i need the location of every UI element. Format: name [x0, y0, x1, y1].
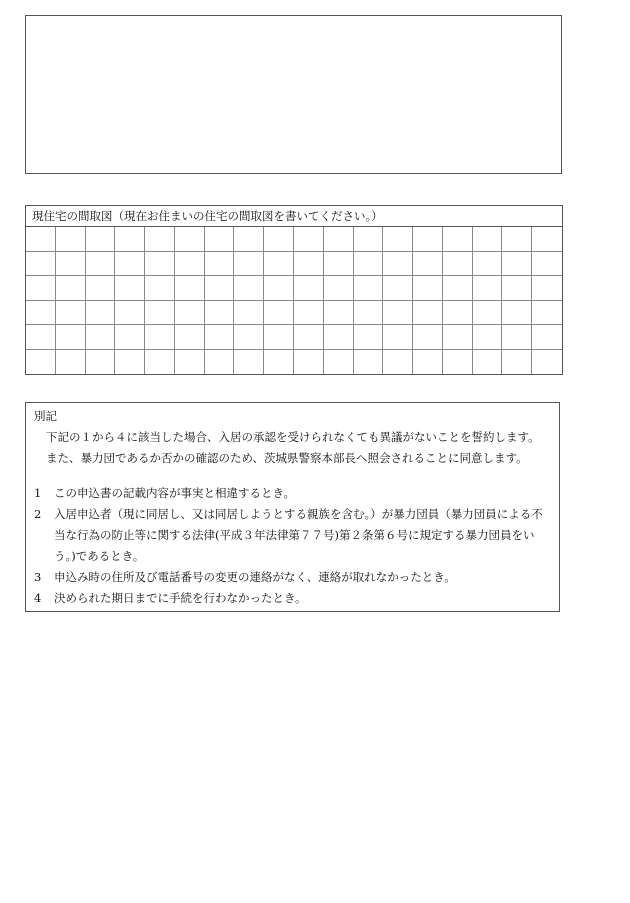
floorplan-grid-cell: [205, 252, 235, 277]
floorplan-grid-cell: [354, 350, 384, 375]
floorplan-grid-cell: [294, 276, 324, 301]
notice-item-number: 4: [34, 591, 42, 605]
floorplan-grid-cell: [354, 325, 384, 350]
notice-item-text: 申込み時の住所及び電話番号の変更の連絡がなく、連絡が取れなかったとき。: [54, 570, 456, 584]
floorplan-grid-cell: [413, 325, 443, 350]
notice-item-text: 入居申込者（現に同居し、又は同居しようとする親族を含む。）が暴力団員（暴力団員による不: [54, 507, 543, 521]
notice-item-3: [34, 567, 551, 588]
floorplan-grid-cell: [115, 350, 145, 375]
notice-item-number: 1: [34, 486, 42, 500]
notice-item-4: [34, 588, 551, 609]
floorplan-grid-cell: [502, 325, 532, 350]
floorplan-grid-cell: [175, 301, 205, 326]
floorplan-grid-cell: [26, 350, 56, 375]
floorplan-grid-cell: [324, 276, 354, 301]
floorplan-grid-cell: [175, 227, 205, 252]
floorplan-grid-cell: [234, 276, 264, 301]
floorplan-grid-cell: [443, 276, 473, 301]
floorplan-title: 現住宅の間取図（現在お住まいの住宅の間取図を書いてください。）: [32, 209, 383, 223]
floorplan-grid-cell: [234, 227, 264, 252]
floorplan-grid-cell: [324, 227, 354, 252]
notice-item-1: [34, 483, 551, 504]
floorplan-grid-cell: [502, 252, 532, 277]
floorplan-grid-cell: [413, 301, 443, 326]
floorplan-section: [25, 205, 563, 375]
floorplan-grid-cell: [294, 350, 324, 375]
floorplan-grid: [26, 226, 562, 374]
floorplan-grid-cell: [383, 325, 413, 350]
floorplan-grid-cell: [175, 276, 205, 301]
floorplan-grid-cell: [473, 301, 503, 326]
notice-item-text: この申込書の記載内容が事実と相違するとき。: [54, 486, 296, 500]
floorplan-grid-cell: [502, 227, 532, 252]
floorplan-grid-cell: [473, 252, 503, 277]
floorplan-grid-cell: [354, 276, 384, 301]
floorplan-grid-cell: [413, 276, 443, 301]
floorplan-grid-cell: [86, 325, 116, 350]
floorplan-grid-cell: [264, 350, 294, 375]
floorplan-grid-cell: [234, 350, 264, 375]
floorplan-grid-cell: [26, 276, 56, 301]
floorplan-grid-cell: [86, 227, 116, 252]
notice-item-text: う。)であるとき。: [54, 549, 145, 563]
floorplan-grid-cell: [532, 276, 562, 301]
floorplan-grid-cell: [56, 227, 86, 252]
floorplan-grid-cell: [443, 325, 473, 350]
floorplan-grid-cell: [354, 227, 384, 252]
floorplan-grid-cell: [264, 301, 294, 326]
floorplan-grid-cell: [324, 301, 354, 326]
floorplan-grid-cell: [443, 227, 473, 252]
floorplan-grid-cell: [502, 350, 532, 375]
floorplan-grid-cell: [294, 227, 324, 252]
floorplan-grid-cell: [115, 325, 145, 350]
notice-item-text: 当な行為の防止等に関する法律(平成３年法律第７７号)第２条第６号に規定する暴力団員をい: [54, 528, 535, 542]
floorplan-grid-cell: [443, 252, 473, 277]
floorplan-grid-cell: [324, 325, 354, 350]
floorplan-grid-cell: [473, 325, 503, 350]
floorplan-grid-cell: [234, 301, 264, 326]
notice-heading: 別記: [34, 409, 57, 423]
floorplan-grid-cell: [413, 252, 443, 277]
notice-item-2: [34, 504, 551, 567]
floorplan-grid-cell: [145, 227, 175, 252]
notice-item-number: 3: [34, 570, 42, 584]
floorplan-grid-cell: [264, 276, 294, 301]
floorplan-grid-cell: [354, 301, 384, 326]
notice-item-number: 2: [34, 507, 42, 521]
floorplan-grid-cell: [205, 276, 235, 301]
floorplan-grid-cell: [264, 325, 294, 350]
floorplan-grid-cell: [86, 276, 116, 301]
floorplan-grid-cell: [26, 227, 56, 252]
floorplan-grid-cell: [383, 301, 413, 326]
floorplan-grid-cell: [56, 350, 86, 375]
floorplan-grid-cell: [205, 350, 235, 375]
floorplan-grid-cell: [205, 227, 235, 252]
floorplan-grid-cell: [532, 350, 562, 375]
floorplan-grid-cell: [324, 252, 354, 277]
notice-intro-2: また、暴力団であるか否かの確認のため、茨城県警察本部長へ照会されることに同意します。: [46, 451, 528, 465]
floorplan-grid-cell: [532, 301, 562, 326]
floorplan-grid-cell: [26, 325, 56, 350]
floorplan-grid-cell: [145, 276, 175, 301]
floorplan-grid-cell: [175, 350, 205, 375]
notice-intro-1: 下記の１から４に該当した場合、入居の承認を受けられなくても異議がないことを誓約します。: [46, 430, 540, 444]
floorplan-grid-cell: [264, 252, 294, 277]
floorplan-grid-cell: [175, 252, 205, 277]
floorplan-grid-cell: [413, 227, 443, 252]
floorplan-grid-cell: [145, 252, 175, 277]
floorplan-grid-cell: [115, 301, 145, 326]
floorplan-grid-cell: [383, 252, 413, 277]
floorplan-grid-cell: [532, 227, 562, 252]
floorplan-grid-cell: [56, 252, 86, 277]
notice-item-text: 決められた期日までに手続を行わなかったとき。: [54, 591, 307, 605]
floorplan-grid-cell: [205, 325, 235, 350]
floorplan-grid-cell: [145, 350, 175, 375]
floorplan-grid-cell: [26, 252, 56, 277]
floorplan-grid-cell: [383, 350, 413, 375]
floorplan-grid-cell: [145, 301, 175, 326]
floorplan-grid-cell: [443, 301, 473, 326]
floorplan-grid-cell: [26, 301, 56, 326]
floorplan-grid-cell: [502, 301, 532, 326]
floorplan-grid-cell: [532, 252, 562, 277]
floorplan-grid-cell: [294, 252, 324, 277]
floorplan-grid-cell: [294, 301, 324, 326]
floorplan-grid-cell: [115, 252, 145, 277]
floorplan-grid-cell: [413, 350, 443, 375]
floorplan-grid-cell: [56, 276, 86, 301]
floorplan-grid-cell: [324, 350, 354, 375]
floorplan-grid-cell: [264, 227, 294, 252]
floorplan-grid-cell: [115, 227, 145, 252]
floorplan-grid-cell: [383, 227, 413, 252]
floorplan-grid-cell: [294, 325, 324, 350]
floorplan-grid-cell: [473, 350, 503, 375]
floorplan-grid-cell: [532, 325, 562, 350]
floorplan-grid-cell: [56, 325, 86, 350]
floorplan-grid-cell: [473, 227, 503, 252]
floorplan-grid-cell: [205, 301, 235, 326]
floorplan-grid-cell: [145, 325, 175, 350]
floorplan-grid-cell: [354, 252, 384, 277]
notice-spacer: [34, 469, 551, 483]
floorplan-grid-cell: [502, 276, 532, 301]
floorplan-grid-cell: [383, 276, 413, 301]
floorplan-grid-cell: [234, 325, 264, 350]
floorplan-grid-cell: [234, 252, 264, 277]
floorplan-grid-cell: [86, 301, 116, 326]
floorplan-grid-cell: [56, 301, 86, 326]
floorplan-grid-cell: [86, 350, 116, 375]
floorplan-grid-cell: [115, 276, 145, 301]
notice-section: [25, 402, 560, 612]
floorplan-grid-cell: [473, 276, 503, 301]
floorplan-grid-cell: [175, 325, 205, 350]
floorplan-grid-cell: [86, 252, 116, 277]
floorplan-grid-cell: [443, 350, 473, 375]
blank-entry-box: [25, 15, 562, 174]
